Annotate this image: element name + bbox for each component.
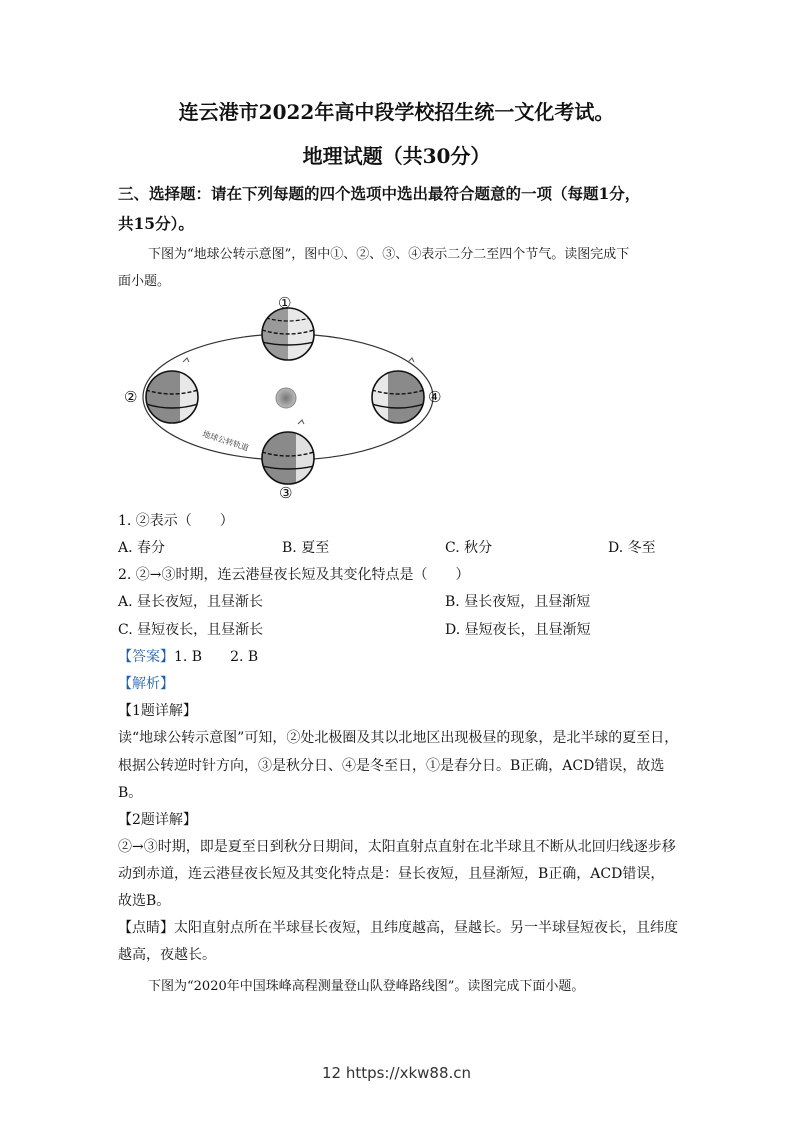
detail2-line2: 动到赤道，连云港昼夜长短及其变化特点是：昼长夜短，且昼渐短，B正确，ACD错误， bbox=[118, 866, 665, 882]
sun-icon bbox=[276, 388, 296, 408]
page-title: 连云港市2022年高中段学校招生统一文化考试。 bbox=[178, 100, 615, 124]
marker-3: ③ bbox=[279, 484, 293, 502]
detail2-line1: ②→③时期，即是夏至日到秋分日期间，太阳直射点直射在北半球且不断从北回归线逐步移 bbox=[118, 839, 676, 855]
marker-4: ④ bbox=[428, 388, 442, 406]
tip-label: 【点睛】 bbox=[118, 920, 174, 936]
answer-text: 1. B 2. B bbox=[174, 649, 259, 665]
intro-line2: 面小题。 bbox=[118, 274, 171, 289]
diagram-svg bbox=[120, 292, 450, 502]
q1-option-d: D. 冬至 bbox=[608, 540, 656, 556]
earth-revolution-diagram bbox=[120, 292, 450, 502]
orbit-label: 地球公转轨道 bbox=[201, 429, 250, 453]
intro-line1: 下图为“地球公转示意图”，图中①、②、③、④表示二分二至四个节气。读图完成下 bbox=[148, 247, 630, 262]
page-footer: 12 https://xkw88.cn bbox=[321, 1064, 472, 1082]
detail2-line3: 故选B。 bbox=[118, 893, 171, 909]
earth-position-2 bbox=[144, 369, 202, 425]
q2-option-a: A. 昼长夜短，且昼渐长 bbox=[118, 594, 264, 610]
marker-2: ② bbox=[124, 388, 138, 406]
answer-label: 【答案】 bbox=[118, 649, 174, 665]
earth-position-3 bbox=[260, 430, 318, 486]
answer-line bbox=[118, 646, 258, 666]
detail1-line1: 读“地球公转示意图”可知，②处北极圈及其以北地区出现极昼的现象，是北半球的夏至日， bbox=[118, 730, 679, 746]
q1-stem: 1. ②表示（ ） bbox=[118, 513, 234, 529]
tip-line2: 越高，夜越长。 bbox=[118, 947, 216, 963]
tip-text: 太阳直射点所在半球昼长夜短，且纬度越高，昼越长。另一半球昼短夜长，且纬度 bbox=[174, 920, 678, 936]
q2-stem: 2. ②→③时期，连云港昼夜长短及其变化特点是（ ） bbox=[118, 567, 470, 583]
earth-position-4 bbox=[370, 369, 426, 425]
marker-1: ① bbox=[278, 294, 292, 312]
q2-option-b: B. 昼长夜短，且昼渐短 bbox=[445, 594, 591, 610]
q1-option-a: A. 春分 bbox=[118, 540, 166, 556]
next-intro: 下图为“2020年中国珠峰高程测量登山队登峰路线图”。读图完成下面小题。 bbox=[148, 979, 585, 994]
tip-line1 bbox=[118, 917, 678, 937]
q1-option-b: B. 夏至 bbox=[282, 540, 330, 556]
q1-option-c: C. 秋分 bbox=[445, 540, 493, 556]
earth-position-1 bbox=[260, 306, 316, 362]
analysis-label: 【解析】 bbox=[118, 676, 174, 692]
q2-option-c: C. 昼短夜长，且昼渐长 bbox=[118, 622, 264, 638]
exam-subtitle: 地理试题（共30分） bbox=[302, 144, 491, 168]
detail1-line2: 根据公转逆时针方向，③是秋分日、④是冬至日，①是春分日。B正确，ACD错误，故选 bbox=[118, 758, 665, 774]
q2-option-d: D. 昼短夜长，且昼渐短 bbox=[445, 622, 591, 638]
section-heading-line1: 三、选择题：请在下列每题的四个选项中选出最符合题意的一项（每题1分， bbox=[118, 184, 641, 203]
detail1-line3: B。 bbox=[118, 785, 143, 801]
detail1-heading: 【1题详解】 bbox=[118, 703, 197, 719]
section-heading-line2: 共15分）。 bbox=[118, 214, 194, 233]
detail2-heading: 【2题详解】 bbox=[118, 812, 197, 828]
